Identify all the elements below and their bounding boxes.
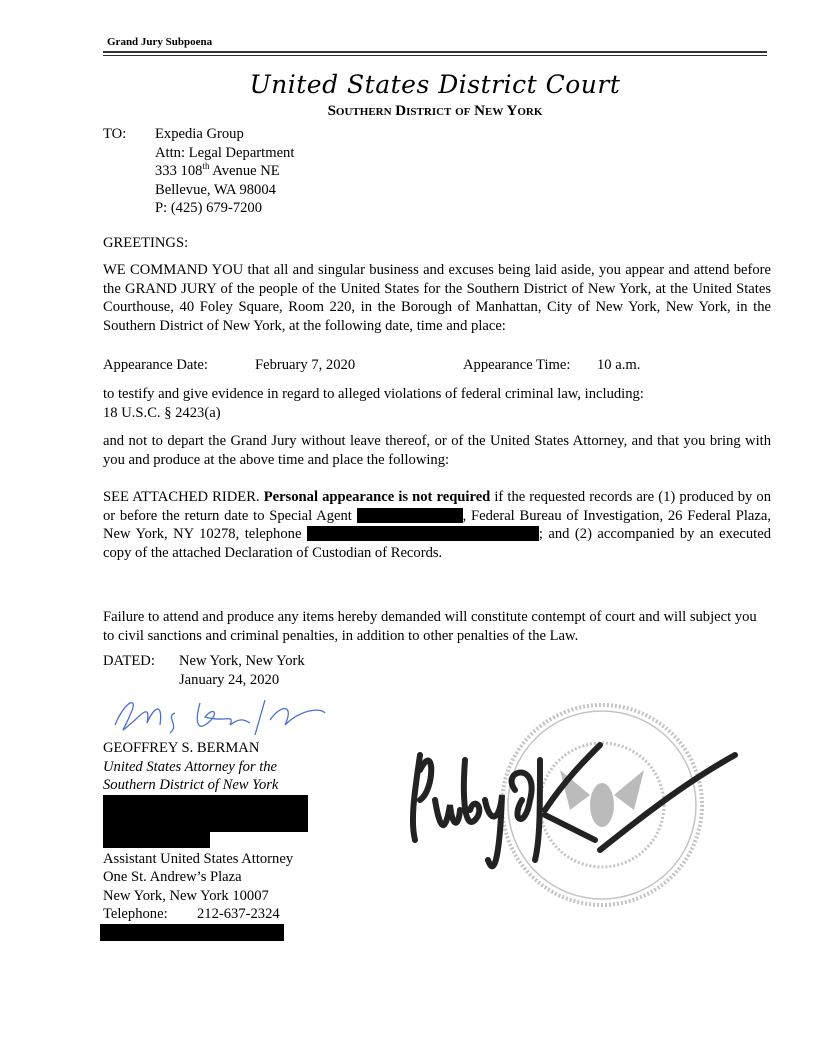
command-paragraph: WE COMMAND YOU that all and singular business and excuses being laid aside, you appear and attend before the GRAND JURY of the people of the United States for the Southern District of New York, at the United States Courthouse, 40 Foley Square, Room 220, in the Borough of Manhattan, City of New York, New York, in the Southern District of New York, at the following date, time and place: — [103, 262, 771, 334]
redaction-telephone — [307, 526, 539, 541]
redaction-ausa-name — [103, 795, 308, 832]
redaction-email — [100, 924, 284, 941]
recipient-street: 333 108th Avenue NE — [155, 161, 280, 179]
ausa-address-1: One St. Andrew’s Plaza — [103, 869, 242, 885]
ausa-telephone-row — [103, 905, 771, 924]
document-body — [103, 125, 771, 941]
us-attorney-signature — [105, 695, 335, 739]
recipient-attn: Attn: Legal Department — [155, 144, 295, 161]
statute: 18 U.S.C. § 2423(a) — [103, 404, 221, 421]
ausa-title: Assistant United States Attorney — [103, 850, 294, 867]
dated-place: New York, New York — [179, 653, 305, 669]
redaction-agent-name — [357, 508, 463, 523]
court-district: Southern District of New York — [327, 103, 543, 119]
appearance-date: February 7, 2020 — [255, 357, 356, 373]
header-rule — [103, 51, 767, 53]
recipient-city: Bellevue, WA 98004 — [155, 181, 276, 198]
appearance-time: 10 a.m. — [597, 357, 641, 373]
signer-title-1: United States Attorney for the — [103, 758, 278, 775]
ausa-address-2: New York, New York 10007 — [103, 887, 269, 904]
greetings: GREETINGS: — [103, 235, 189, 251]
redaction-ausa-name-2 — [103, 832, 210, 848]
dated-label: DATED: — [103, 653, 155, 669]
document-header: Grand Jury Subpoena — [107, 36, 213, 48]
testify-text: to testify and give evidence in regard to alleged violations of federal criminal law, including: — [103, 386, 644, 402]
signer-name: GEOFFREY S. BERMAN — [103, 740, 260, 756]
court-name: United States District Court — [249, 70, 621, 99]
dated-date: January 24, 2020 — [179, 671, 280, 688]
recipient-phone: P: (425) 679-7200 — [155, 200, 263, 216]
depart-paragraph: and not to depart the Grand Jury without leave thereof, or of the United States Attorney, and that you bring with you and produce at the above time and place the following: — [103, 433, 771, 468]
ausa-telephone-label: Telephone: — [103, 906, 168, 922]
signer-title-2: Southern District of New York — [103, 777, 279, 793]
failure-paragraph: Failure to attend and produce any items hereby demanded will constitute contempt of court and will subject you to civil sanctions and criminal penalties, in addition to other penalties of the Law. — [103, 609, 757, 644]
ausa-telephone: 212-637-2324 — [197, 906, 280, 922]
rider-paragraph: SEE ATTACHED RIDER. Personal appearance is not required if the requested records are (1) produced by on or before the return date to Special Agent , Federal Bureau of Investigation, 26 Federal Plaza, New York, NY 10278, telephone ; and (2) accompanied by an executed copy of the attached Declaration of Custodian of Records. — [103, 489, 771, 561]
recipient-name: Expedia Group — [155, 126, 244, 142]
dated-block — [103, 652, 771, 689]
header-rule-thin — [103, 55, 767, 56]
to-label: TO: — [103, 126, 127, 142]
appearance-date-label: Appearance Date: — [103, 357, 208, 373]
recipient-block — [103, 125, 771, 218]
appearance-row — [103, 356, 771, 375]
appearance-time-label: Appearance Time: — [463, 357, 571, 373]
